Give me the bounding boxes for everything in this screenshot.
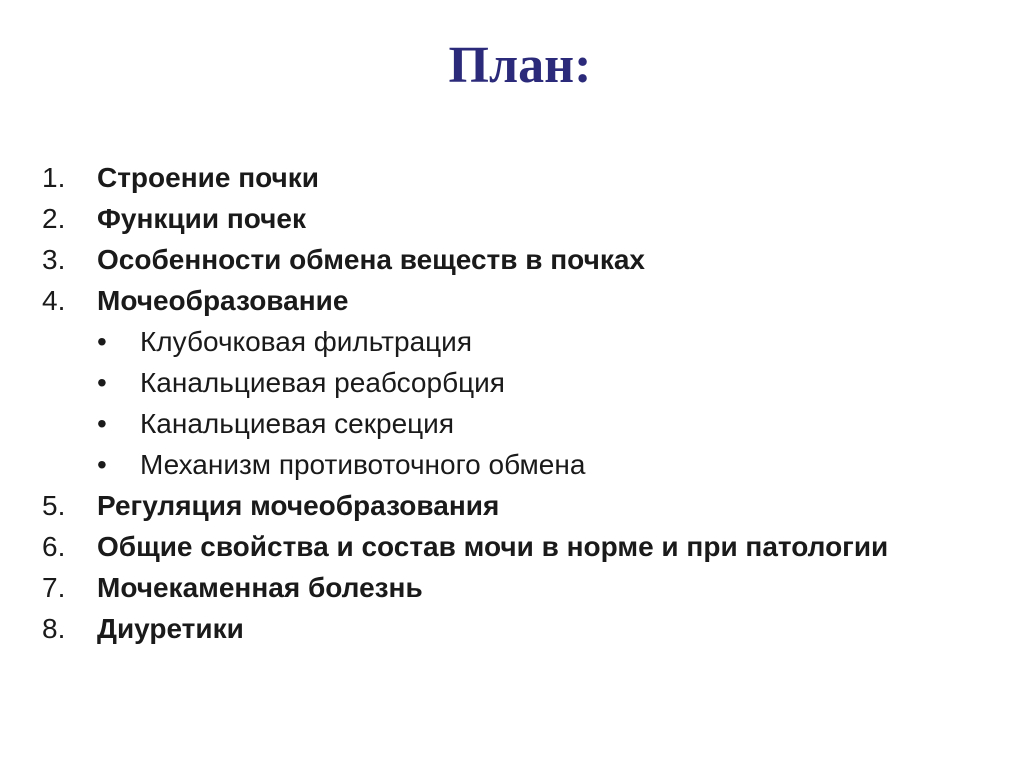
item-text: Особенности обмена веществ в почках (97, 244, 645, 275)
item-text: Диуретики (97, 613, 244, 644)
bullet-icon: • (97, 367, 107, 398)
item-text: Функции почек (97, 203, 306, 234)
sub-item-text: Механизм противоточного обмена (140, 449, 586, 480)
bullet-icon: • (97, 449, 107, 480)
item-text: Строение почки (97, 162, 319, 193)
item-number: 2. (42, 203, 66, 234)
item-number: 8. (42, 613, 66, 644)
item-text: Мочеобразование (97, 285, 349, 316)
item-text: Регуляция мочеобразования (97, 490, 500, 521)
item-number: 3. (42, 244, 66, 275)
item-number: 7. (42, 572, 66, 603)
item-number: 6. (42, 531, 66, 562)
slide-title: План: (448, 37, 592, 94)
sub-item-text: Канальциевая секреция (140, 408, 454, 439)
sub-item-text: Канальциевая реабсорбция (140, 367, 505, 398)
item-text: Общие свойства и состав мочи в норме и при патологии (97, 531, 889, 562)
item-text: Мочекаменная болезнь (97, 572, 423, 603)
bullet-icon: • (97, 408, 107, 439)
item-number: 5. (42, 490, 66, 521)
bullet-icon: • (97, 326, 107, 357)
sub-item-text: Клубочковая фильтрация (140, 326, 472, 357)
item-number: 1. (42, 162, 66, 193)
item-number: 4. (42, 285, 66, 316)
